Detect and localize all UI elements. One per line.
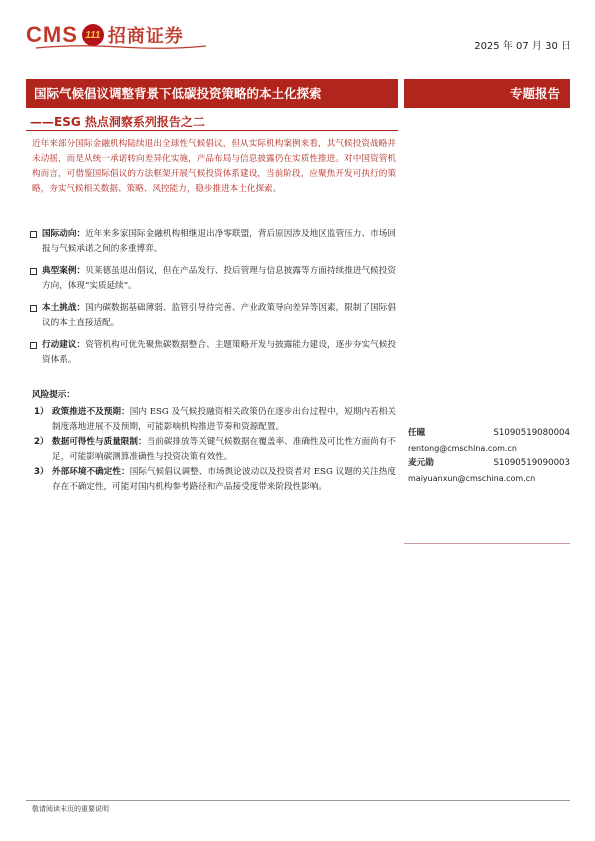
analyst-row: [408, 456, 570, 471]
report-type-tag: 专题报告: [404, 79, 570, 108]
abstract-paragraph: 近年来部分国际金融机构陆续退出全球性气候倡议，但从实际机构案例来看，其气候投资战略并未动摇，而是从统一承诺转向差异化实施，产品布局与信息披露仍在实质性推进。对中国资管机构而言，可借鉴国际倡议的方法框架开展气候投资体系建设，当前阶段，应聚焦开发可执行的策略，夯实气候相关数据、策略、风控能力，稳步推进本土化探索。: [32, 139, 396, 194]
key-point-label: 行动建议：: [42, 340, 86, 350]
analyst-divider: [404, 543, 570, 544]
title-divider: [26, 130, 398, 131]
key-point-text: 贝莱德虽退出倡议，但在产品发行、投后管理与信息披露等方面持续推进气候投资方向，体现“实质延续”。: [42, 266, 396, 291]
risk-item: [32, 465, 396, 495]
footer-disclaimer: 敬请阅读末页的重要说明: [32, 805, 109, 813]
checkbox-bullet-icon: [30, 231, 37, 238]
key-point-item: [30, 227, 396, 257]
risk-title: 风险提示：: [32, 390, 75, 400]
analyst-license: S1090519080004: [493, 428, 570, 438]
risk-item-number: 3）: [34, 467, 49, 477]
risk-item-text: 国内 ESG 及气候投融资相关政策仍在逐步出台过程中，短期内若相关制度落地进展不及预期，可能影响机构推进节奏和资源配置。: [52, 407, 396, 432]
risk-item-text: 当前碳排放等关键气候数据在覆盖率、准确性及可比性方面尚有不足，可能影响碳测算准确性与投资决策有效性。: [52, 437, 396, 462]
analyst-name: 麦元勋: [408, 458, 434, 468]
key-point-label: 本土挑战：: [42, 303, 86, 313]
analyst-block: [408, 426, 570, 486]
analyst-row: [408, 426, 570, 441]
key-point-label: 国际动向：: [42, 229, 86, 239]
key-point-item: [30, 338, 396, 368]
risk-item-text: 国际气候倡议调整、市场舆论波动以及投资者对 ESG 议题的关注热度存在不确定性，可能对国内机构参考路径和产品接受度带来阶段性影响。: [52, 467, 396, 492]
risk-item-number: 1）: [34, 407, 49, 417]
logo-badge-icon: [82, 24, 104, 46]
key-points-list: [30, 227, 396, 375]
risk-item-label: 数据可得性与质量限制：: [52, 437, 147, 447]
logo-cn-text: 招商证券: [107, 26, 184, 47]
key-point-item: [30, 301, 396, 331]
checkbox-bullet-icon: [30, 268, 37, 275]
analyst-email[interactable]: rentong@cmschina.com.cn: [408, 444, 517, 453]
checkbox-bullet-icon: [30, 305, 37, 312]
analyst-email[interactable]: maiyuanxun@cmschina.com.cn: [408, 474, 536, 483]
logo-cms-text: CMS: [26, 22, 78, 47]
risk-item: [32, 435, 396, 465]
key-point-text: 近年来多家国际金融机构相继退出净零联盟，背后原因涉及地区监管压力、市场回报与气候承诺之间的多重博弈。: [42, 229, 396, 254]
analyst-license: S1090519090003: [493, 458, 570, 468]
report-subtitle: ——ESG 热点洞察系列报告之二: [30, 115, 205, 129]
report-title: 国际气候倡议调整背景下低碳投资策略的本土化探索: [26, 79, 398, 108]
logo-wave-icon: [36, 44, 206, 50]
key-point-item: [30, 264, 396, 294]
report-date: 2025 年 07 月 30 日: [474, 41, 571, 52]
logo-badge-text: 111: [85, 29, 101, 41]
risk-item-label: 政策推进不及预期：: [52, 407, 130, 417]
key-point-text: 国内碳数据基础薄弱、监管引导待完善、产业政策导向差异等因素，限制了国际倡议的本土直接适配。: [42, 303, 396, 328]
risk-section: [32, 388, 396, 495]
analyst-name: 任曈: [408, 428, 426, 438]
risk-item-number: 2）: [34, 437, 49, 447]
checkbox-bullet-icon: [30, 342, 37, 349]
key-point-label: 典型案例：: [42, 266, 86, 276]
key-point-text: 资管机构可优先聚焦碳数据整合、主题策略开发与披露能力建设，逐步夯实气候投资体系。: [42, 340, 396, 365]
risk-item: [32, 405, 396, 435]
footer-divider: [26, 800, 570, 801]
risk-item-label: 外部环境不确定性：: [52, 467, 130, 477]
